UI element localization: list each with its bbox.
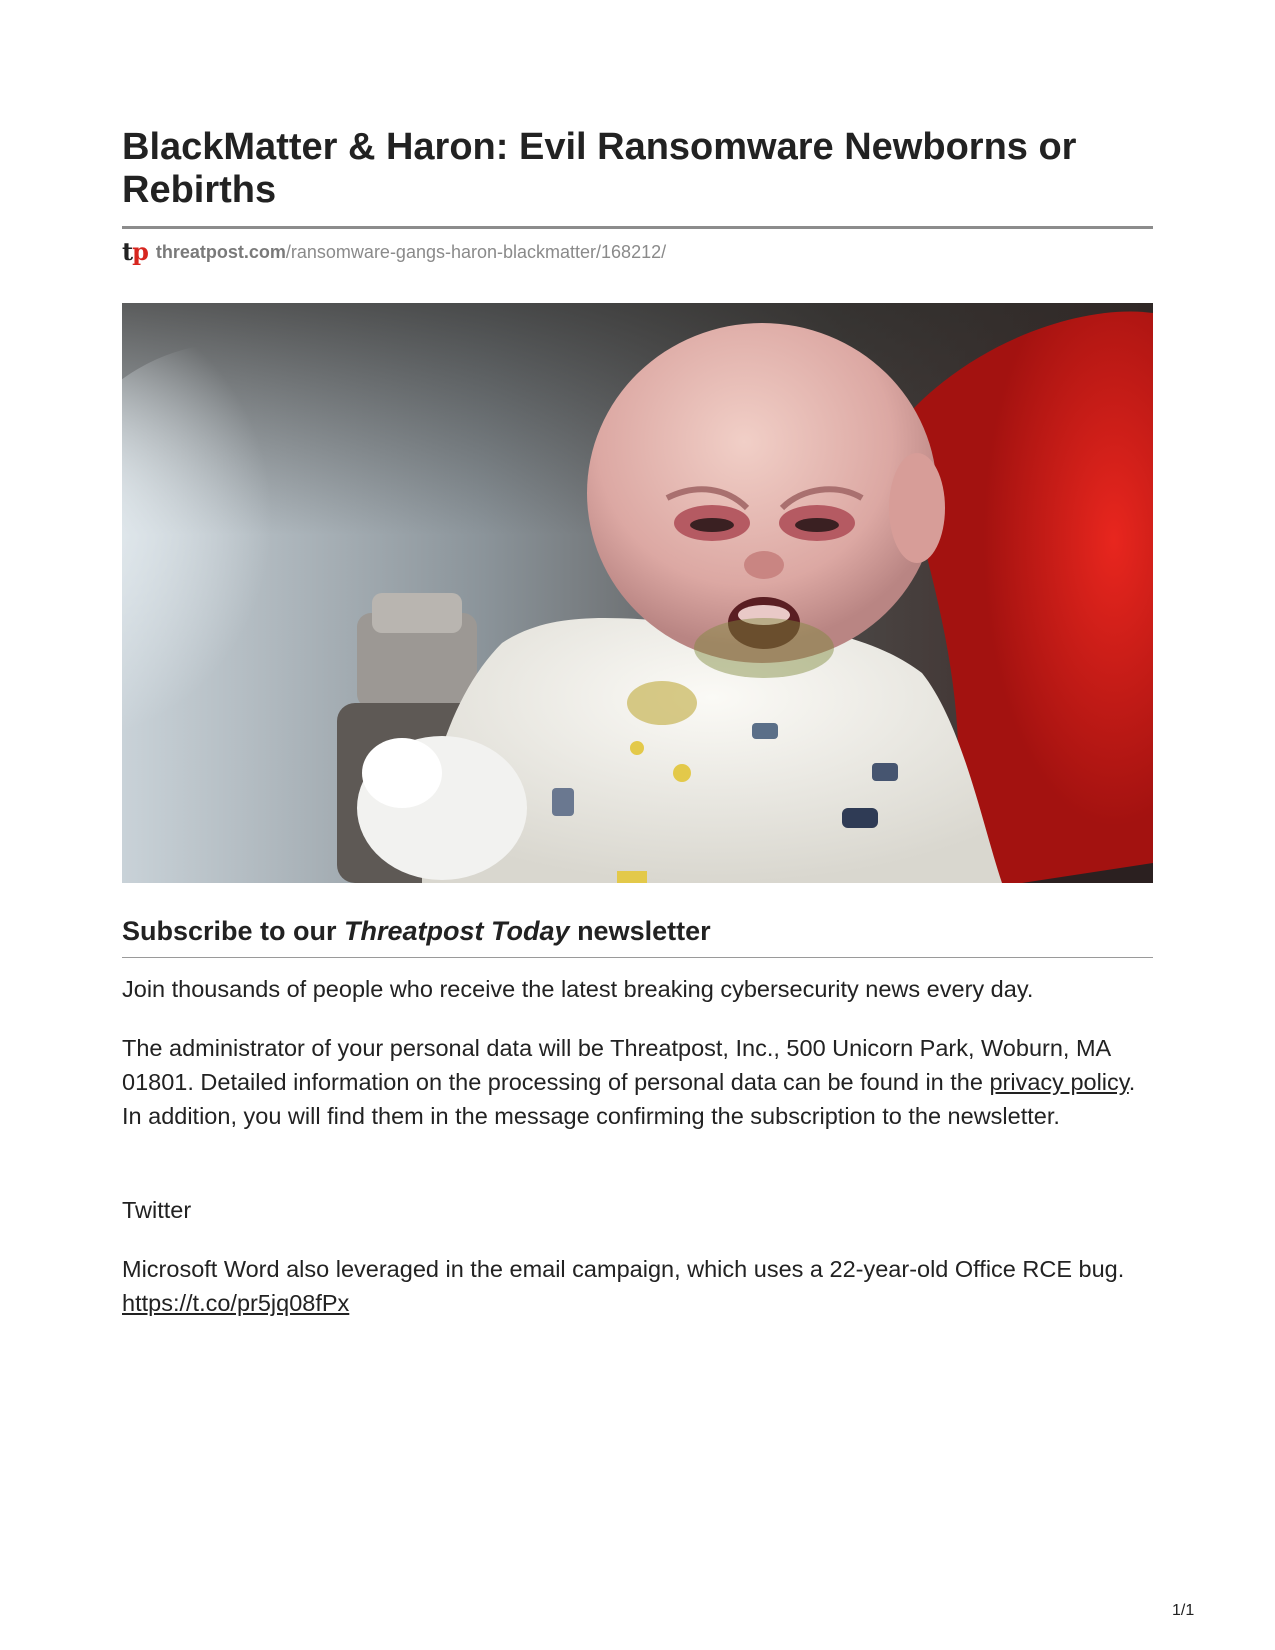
article-title: BlackMatter & Haron: Evil Ransomware Newborns or Rebirths — [122, 126, 1077, 211]
twitter-label: Twitter — [122, 1197, 192, 1223]
privacy-policy-link[interactable]: privacy policy — [989, 1069, 1129, 1095]
newsletter-intro: Join thousands of people who receive the latest breaking cybersecurity news every day. — [122, 976, 1034, 1002]
tweet-link[interactable]: https://t.co/pr5jq08fPx — [122, 1290, 350, 1316]
source-line — [122, 238, 666, 266]
page-number: 1/1 — [1172, 1602, 1195, 1619]
threatpost-logo-icon: tp — [122, 237, 148, 266]
newsletter-divider — [122, 957, 1153, 958]
tweet-text: Microsoft Word also leveraged in the email campaign, which uses a 22-year-old Office RCE bug. https://t.co/pr5jq08fPx — [122, 1256, 1125, 1316]
privacy-notice: The administrator of your personal data will be Threatpost, Inc., 500 Unicorn Park, Woburn, MA 01801. Detailed information on the processing of personal data can be found in the privacy policy. In addition, you will find them in the message confirming the subscription to the newsletter. — [122, 1035, 1136, 1129]
title-divider — [122, 226, 1153, 229]
angry-baby-photo — [122, 303, 1153, 883]
source-path[interactable]: /ransomware-gangs-haron-blackmatter/168212/ — [285, 241, 667, 262]
hero-image — [122, 303, 1153, 883]
source-domain[interactable]: threatpost.com — [155, 241, 286, 262]
newsletter-heading: Subscribe to our Threatpost Today newsletter — [122, 916, 711, 946]
